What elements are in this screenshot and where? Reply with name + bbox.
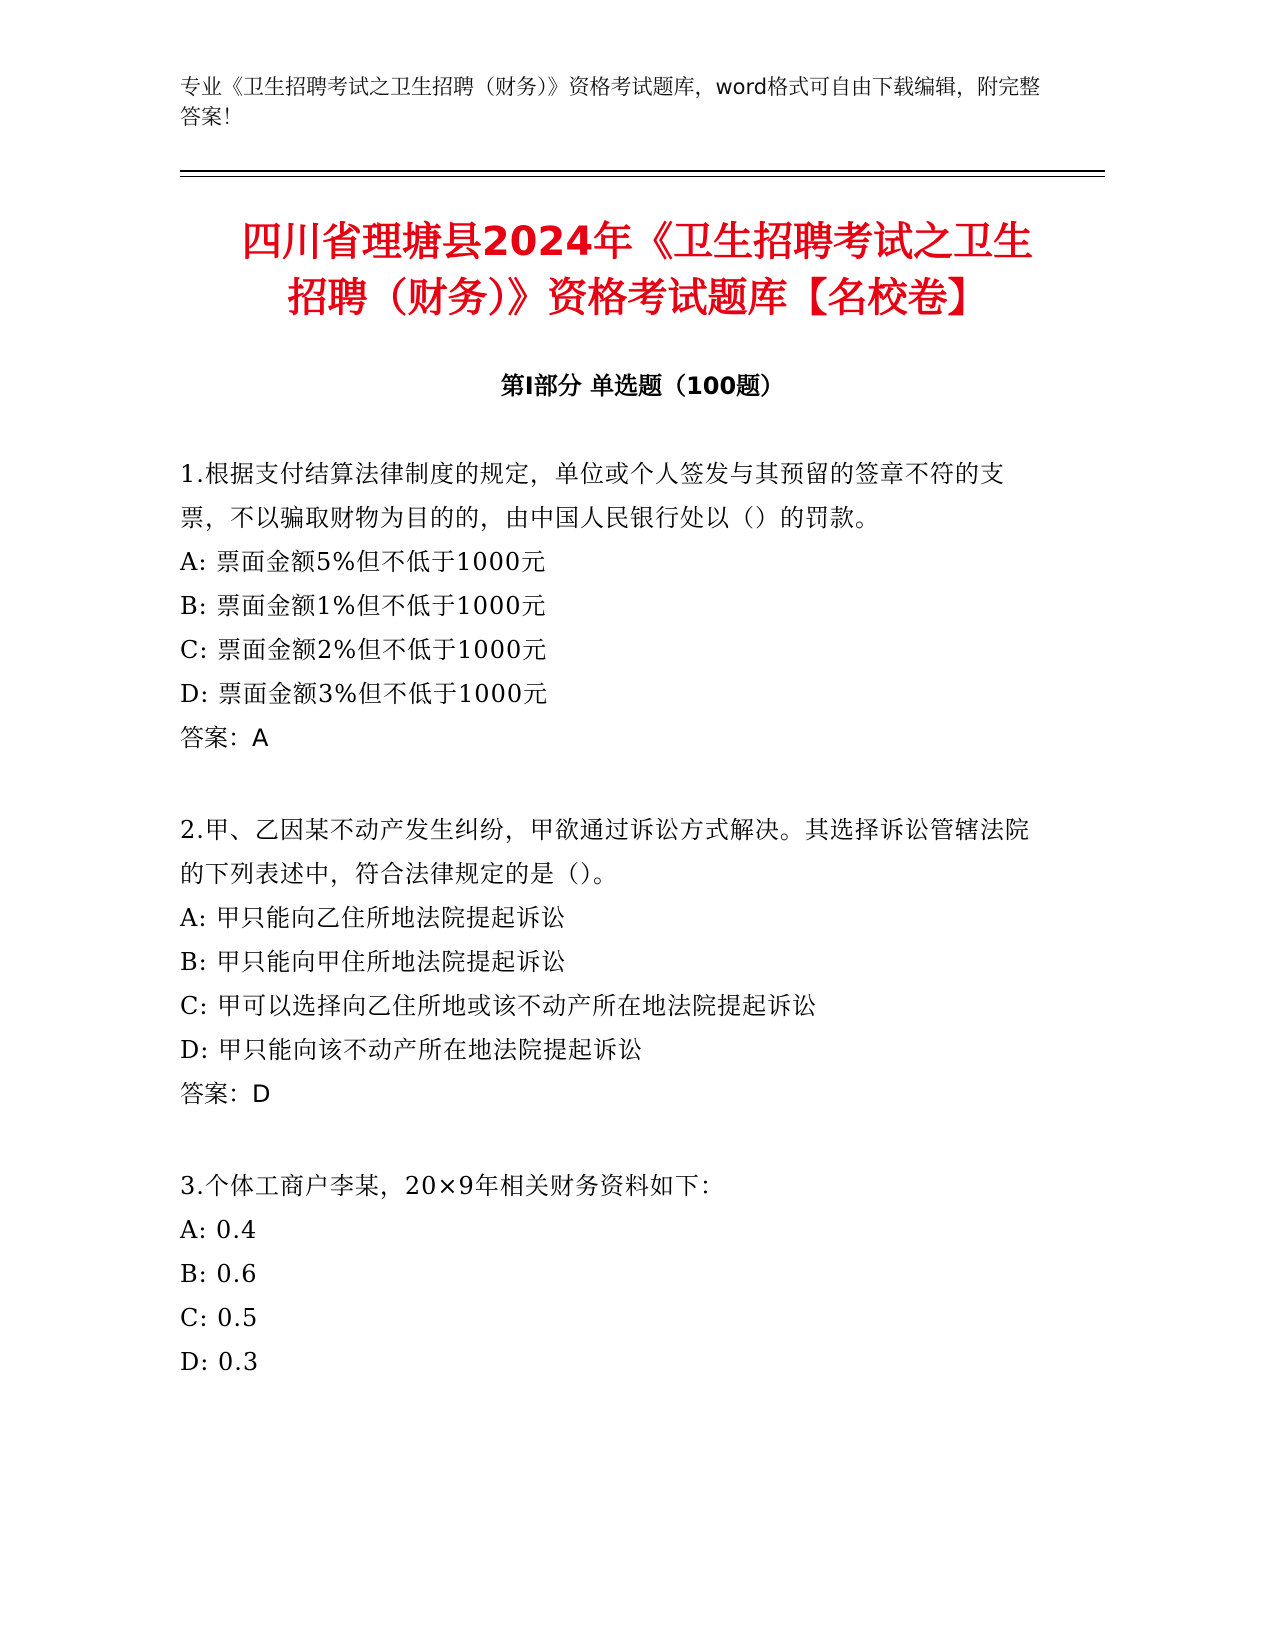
option-a: A: 0.4 <box>180 1216 258 1244</box>
question-2 <box>180 808 1030 1116</box>
option-a: A: 甲只能向乙住所地法院提起诉讼 <box>180 904 567 932</box>
document-title-line1: 四川省理塘县2024年《卫生招聘考试之卫生 <box>241 219 1034 265</box>
header-note: 专业《卫生招聘考试之卫生招聘（财务）》资格考试题库，word格式可自由下载编辑，附完整答案！ <box>180 75 1041 129</box>
option-b: B: 票面金额1%但不低于1000元 <box>180 592 547 620</box>
option-a: A: 票面金额5%但不低于1000元 <box>180 548 547 576</box>
header-rule-thin <box>180 176 1105 177</box>
header-rule-thick <box>180 170 1105 172</box>
option-c: C: 甲可以选择向乙住所地或该不动产所在地法院提起诉讼 <box>180 992 818 1020</box>
document-title-line2: 招聘（财务）》资格考试题库【名校卷】 <box>287 275 988 321</box>
question-stem: 1.根据支付结算法律制度的规定，单位或个人签发与其预留的签章不符的支票，不以骗取财物为目的的，由中国人民银行处以（）的罚款。 <box>180 460 1005 532</box>
question-stem: 2.甲、乙因某不动产发生纠纷，甲欲通过诉讼方式解决。其选择诉讼管辖法院的下列表述中，符合法律规定的是（）。 <box>180 816 1030 888</box>
section-title: 第I部分 单选题（100题） <box>500 372 785 400</box>
answer: 答案：A <box>180 724 269 752</box>
option-d: D: 甲只能向该不动产所在地法院提起诉讼 <box>180 1036 643 1064</box>
question-3 <box>180 1164 1030 1384</box>
answer: 答案：D <box>180 1080 271 1108</box>
question-1 <box>180 452 1030 760</box>
option-d: D: 票面金额3%但不低于1000元 <box>180 680 549 708</box>
option-c: C: 票面金额2%但不低于1000元 <box>180 636 548 664</box>
document-title <box>150 214 1125 326</box>
question-list <box>180 452 1030 1432</box>
option-b: B: 0.6 <box>180 1260 258 1288</box>
option-d: D: 0.3 <box>180 1348 260 1376</box>
option-c: C: 0.5 <box>180 1304 259 1332</box>
question-stem: 3.个体工商户李某，20×9年相关财务资料如下： <box>180 1172 725 1200</box>
option-b: B: 甲只能向甲住所地法院提起诉讼 <box>180 948 567 976</box>
